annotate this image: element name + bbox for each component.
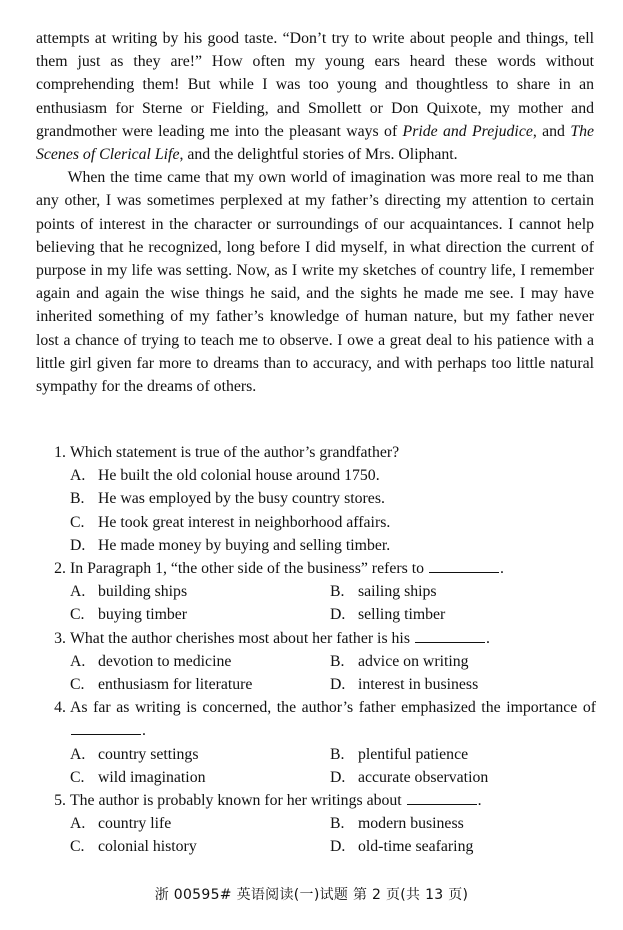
- question-stem: Which statement is true of the author’s grandfather?: [70, 444, 400, 461]
- option-b[interactable]: [70, 487, 596, 510]
- option-text: building ships: [98, 583, 188, 601]
- option-letter: D.: [330, 676, 346, 694]
- option-text: sailing ships: [358, 583, 437, 601]
- option-text: interest in business: [358, 676, 479, 694]
- question-2: 2. In Paragraph 1, “the other side of the business” refers to . A. building ships B. sailing ships C. buying timber D. selling timber: [36, 557, 596, 627]
- option-d[interactable]: [330, 673, 596, 696]
- option-d[interactable]: [330, 835, 596, 858]
- answer-blank[interactable]: [407, 789, 477, 805]
- option-d[interactable]: [70, 534, 596, 557]
- option-letter: B.: [330, 745, 345, 763]
- page-footer: 浙 00595# 英语阅读(一)试题 第 2 页(共 13 页): [154, 887, 469, 903]
- option-c[interactable]: [70, 511, 596, 534]
- option-a[interactable]: [70, 812, 330, 835]
- option-letter: D.: [70, 536, 86, 554]
- option-letter: B.: [330, 652, 345, 670]
- option-a[interactable]: [70, 580, 330, 603]
- option-letter: A.: [70, 583, 86, 601]
- option-letter: A.: [70, 467, 86, 485]
- option-a[interactable]: [70, 650, 330, 673]
- option-a[interactable]: [70, 464, 596, 487]
- question-number: 2.: [54, 560, 66, 578]
- option-letter: D.: [330, 838, 346, 856]
- option-d[interactable]: [330, 603, 596, 626]
- option-a[interactable]: [70, 743, 330, 766]
- option-text: advice on writing: [358, 652, 469, 670]
- option-text: country life: [98, 815, 172, 833]
- option-b[interactable]: [330, 812, 596, 835]
- passage-p1-text-c: , and the delightful stories of Mrs. Oliphant.: [179, 146, 458, 164]
- question-stem: As far as writing is concerned, the author’s father emphasized the importance of: [70, 699, 596, 717]
- option-text: wild imagination: [98, 768, 206, 786]
- question-5: 5. The author is probably known for her writings about . A. country life B. modern business C. colonial history D. old-time seafaring: [36, 789, 596, 859]
- option-text: He built the old colonial house around 1750.: [98, 467, 380, 485]
- passage-paragraph-1: [36, 27, 594, 166]
- option-letter: D.: [330, 606, 346, 624]
- question-stem: What the author cherishes most about her father is his: [70, 629, 410, 647]
- option-text: devotion to medicine: [98, 652, 232, 670]
- option-text: He was employed by the busy country stores.: [98, 490, 385, 508]
- answer-blank[interactable]: [415, 627, 485, 643]
- passage-p1-text-a: attempts at writing by his good taste. “Don’t try to write about people and things, tell them just as they are!” How often my young ears heard these words without comprehending them! But while I was too young and thoughtless to share in an enthusiasm for Sterne or Fielding, and Smollett or Don Quixote, my mother and grandmother were leading me into the pleasant ways of: [36, 30, 594, 140]
- option-letter: B.: [70, 490, 85, 508]
- question-1: [36, 441, 596, 557]
- option-letter: C.: [70, 838, 85, 856]
- option-text: buying timber: [98, 606, 188, 624]
- question-number: 1.: [54, 444, 66, 461]
- question-3: 3. What the author cherishes most about her father is his . A. devotion to medicine B. advice on writing C. enthusiasm for literature D. interest in business: [36, 627, 596, 697]
- option-text: old-time seafaring: [358, 838, 474, 856]
- answer-blank[interactable]: [71, 719, 141, 735]
- option-letter: A.: [70, 652, 86, 670]
- option-text: enthusiasm for literature: [98, 676, 253, 694]
- passage-p1-text-b: , and: [532, 122, 571, 140]
- option-text: colonial history: [98, 838, 197, 856]
- question-number: 5.: [54, 792, 66, 810]
- question-4: 4. As far as writing is concerned, the author’s father emphasized the importance of . A. country settings B. plentiful patience C. wild imagination D. accurate observation: [36, 696, 596, 789]
- book-title-scenes-of-clerical-life: The Scenes of Clerical Life: [36, 122, 595, 164]
- question-stem: In Paragraph 1, “the other side of the business” refers to: [70, 560, 424, 578]
- option-text: accurate observation: [358, 768, 489, 786]
- option-c[interactable]: [70, 673, 330, 696]
- question-number: 3.: [54, 629, 66, 647]
- option-text: modern business: [358, 815, 464, 833]
- option-letter: D.: [330, 768, 346, 786]
- option-text: He made money by buying and selling timber.: [98, 536, 391, 554]
- option-text: He took great interest in neighborhood affairs.: [98, 513, 391, 531]
- option-d[interactable]: [330, 766, 596, 789]
- option-letter: A.: [70, 745, 86, 763]
- option-letter: C.: [70, 676, 85, 694]
- option-letter: A.: [70, 815, 86, 833]
- reading-passage: [36, 27, 594, 398]
- question-number: 4.: [54, 699, 66, 717]
- question-list: [36, 441, 596, 859]
- option-letter: C.: [70, 513, 85, 531]
- option-letter: C.: [70, 768, 85, 786]
- question-stem: The author is probably known for her writings about: [70, 792, 402, 810]
- option-text: plentiful patience: [358, 745, 469, 763]
- option-b[interactable]: [330, 650, 596, 673]
- option-c[interactable]: [70, 603, 330, 626]
- option-letter: C.: [70, 606, 85, 624]
- passage-paragraph-2: When the time came that my own world of imagination was more real to me than any other, I was sometimes perplexed at my father’s directing my attention to certain points of interest in the character or surroundings of our acquaintances. I cannot help believing that he recognized, long before I did myself, in what direction the current of purpose in my life was setting. Now, as I write my sketches of country life, I remember again and again the wise things he said, and the sights he made me see. I may have inherited something of my father’s knowledge of human nature, but my father never lost a chance of trying to teach me to observe. I owe a great deal to his patience with a little girl given far more to dreams than to accuracy, and with perhaps too little natural sympathy for the dreams of others.: [36, 169, 594, 396]
- option-text: country settings: [98, 745, 199, 763]
- option-text: selling timber: [358, 606, 446, 624]
- option-b[interactable]: [330, 743, 596, 766]
- answer-blank[interactable]: [429, 557, 499, 573]
- option-letter: B.: [330, 583, 345, 601]
- book-title-pride-and-prejudice: Pride and Prejudice: [402, 122, 533, 140]
- option-c[interactable]: [70, 835, 330, 858]
- option-c[interactable]: [70, 766, 330, 789]
- option-letter: B.: [330, 815, 345, 833]
- option-b[interactable]: [330, 580, 596, 603]
